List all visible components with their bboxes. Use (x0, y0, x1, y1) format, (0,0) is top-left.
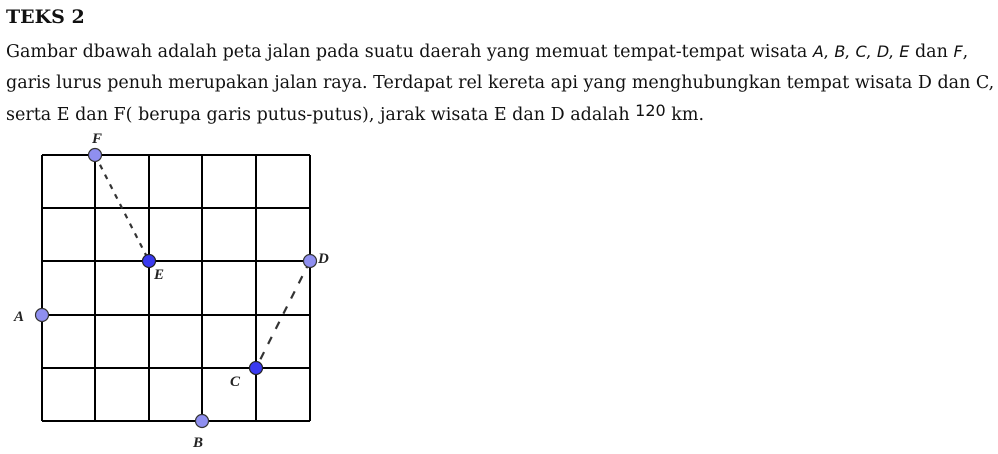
label-c: C (230, 374, 241, 390)
distance-value: 120 (635, 101, 666, 120)
road-grid (42, 155, 310, 421)
point-c (250, 362, 263, 375)
text-part1: Gambar dbawah adalah peta jalan pada suatu daerah yang memuat tempat-tempat wisata (6, 42, 813, 62)
point-d (304, 255, 317, 268)
label-f: F (92, 131, 103, 147)
point-a (36, 309, 49, 322)
label-b: B (193, 435, 204, 451)
text-part2: dan (909, 42, 954, 62)
text-part4: km. (665, 105, 705, 125)
label-e: E (154, 267, 165, 283)
point-b (196, 415, 209, 428)
points-list: A, B, C, D, E (812, 42, 910, 61)
heading: TEKS 2 (6, 6, 85, 28)
point-f (89, 149, 102, 162)
label-d: D (318, 251, 329, 267)
text-part3: , garis lurus penuh merupakan jalan raya. Terdapat rel kereta api yang menghubungkan tempat wisata D dan C, serta E dan F( berupa garis putus-putus), jarak wisata E dan D adalah (6, 42, 995, 125)
point-e (143, 255, 156, 268)
point-f-label: F (953, 42, 963, 61)
label-a: A (14, 309, 25, 325)
